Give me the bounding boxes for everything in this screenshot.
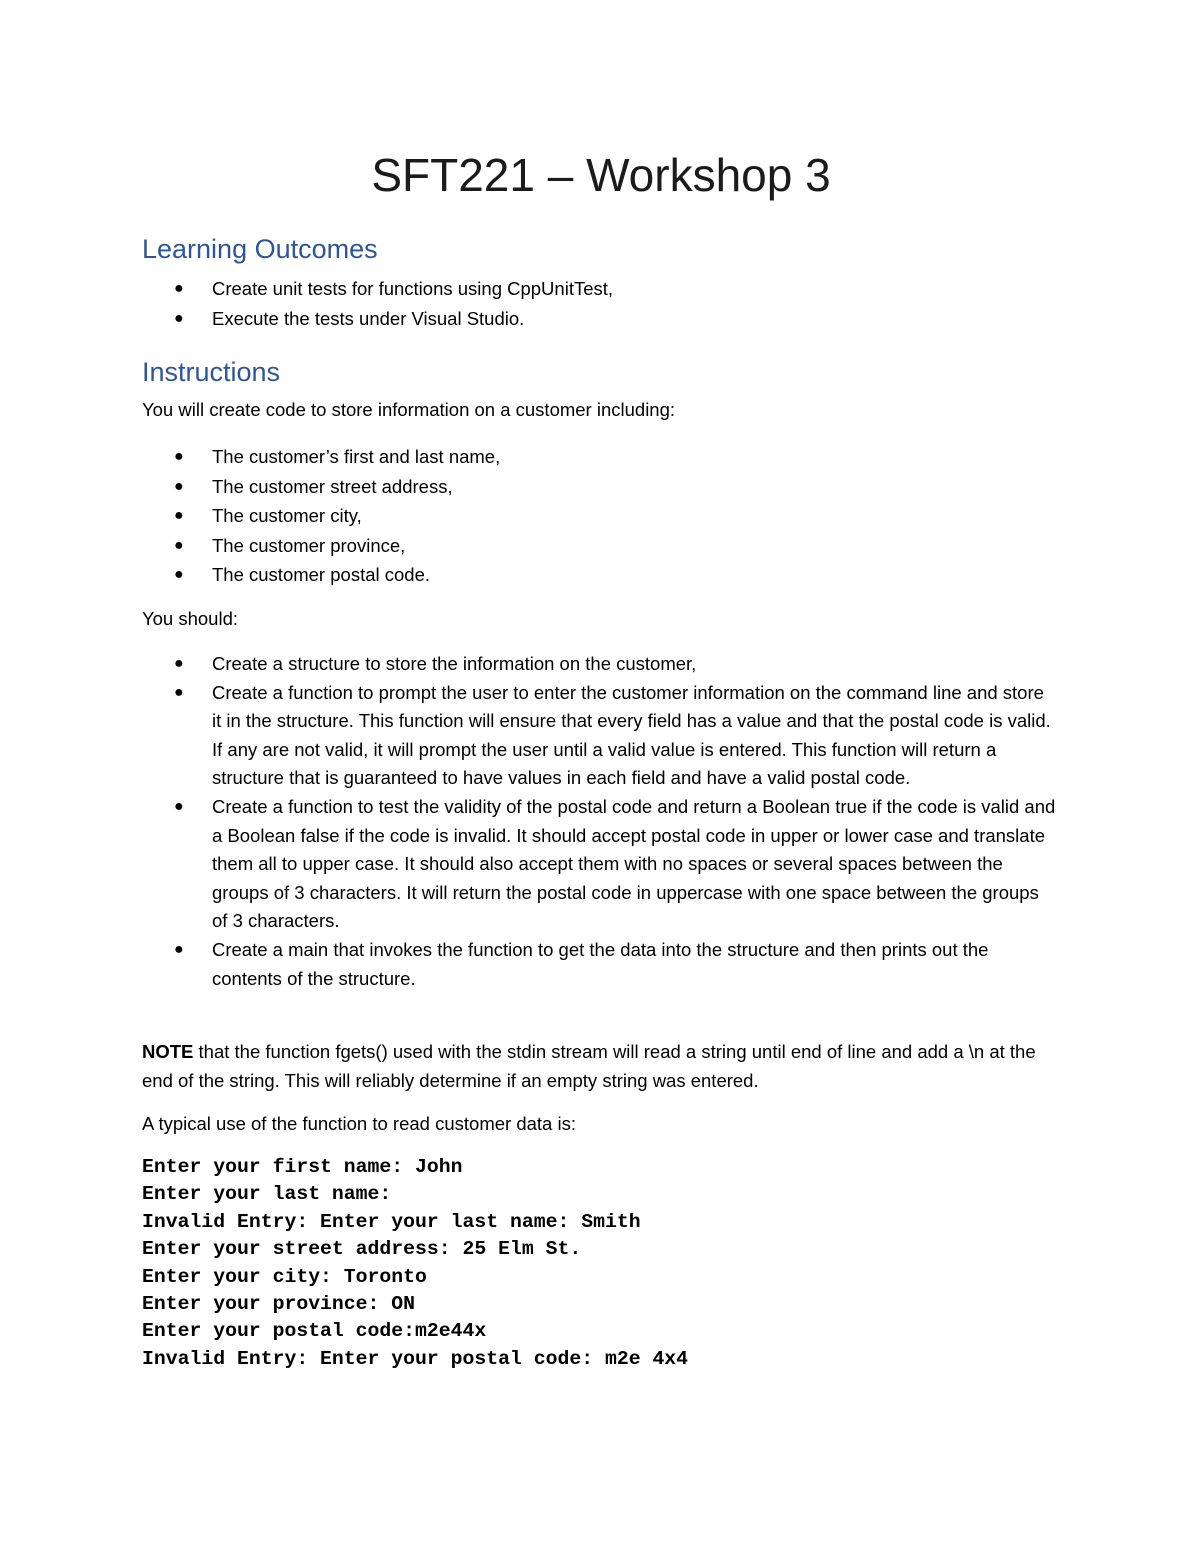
bullet-icon: ● [174,940,184,958]
list-item: ● Execute the tests under Visual Studio. [142,304,1060,334]
list-item: ● The customer’s first and last name, [142,442,1060,472]
list-item: ● The customer postal code. [142,560,1060,590]
sample-line: Enter your first name: John [142,1156,463,1178]
list-item: ● Create a function to prompt the user to enter the customer information on the command line and store it in the structure. This function will ensure that every field has a value and that the postal code is valid. If any are not valid, it will prompt the user until a valid value is entered. This function will return a structure that is guaranteed to have values in each field and have a valid postal code. [142,679,1060,793]
note-text: that the function fgets() used with the stdin stream will read a string until end of line and add a \n at the end of the string. This will reliably determine if an empty string was entered. [142,1041,1036,1091]
bullet-icon: ● [174,280,184,297]
tasks-list [142,650,1060,993]
list-item: ● The customer province, [142,531,1060,561]
sample-line: Enter your street address: 25 Elm St. [142,1238,582,1261]
bullet-icon: ● [174,309,184,327]
bullet-icon: ● [174,507,184,524]
learning-outcomes-list [142,274,1060,333]
note-paragraph [142,1038,1060,1095]
note-label: NOTE [142,1041,194,1062]
typical-use-text: A typical use of the function to read customer data is: [142,1113,576,1134]
bullet-icon: ● [174,477,184,495]
learning-outcomes-heading: Learning Outcomes [142,234,378,264]
page-title: SFT221 – Workshop 3 [371,149,831,201]
sample-line: Enter your postal code:m2e44x [142,1320,487,1343]
bullet-icon: ● [174,683,184,701]
list-item: ● Create a main that invokes the function to get the data into the structure and then prints out the contents of the structure. [142,936,1060,993]
instructions-heading: Instructions [142,357,281,387]
list-item: ● Create a structure to store the information on the customer, [142,650,1060,679]
list-item: ● The customer city, [142,501,1060,531]
list-item: ● Create unit tests for functions using CppUnitTest, [142,274,1060,304]
sample-line: Enter your province: ON [142,1293,416,1316]
bullet-icon: ● [174,448,184,465]
list-item: ● The customer street address, [142,472,1060,502]
bullet-icon: ● [174,797,184,815]
list-item: ● Create a function to test the validity of the postal code and return a Boolean true if the code is valid and a Boolean false if the code is invalid. It should accept postal code in upper or lower case and translate them all to upper case. It should also accept them with no spaces or several spaces between the groups of 3 characters. It will return the postal code in uppercase with one space between the groups of 3 characters. [142,793,1060,936]
sample-line: Enter your last name: [142,1183,392,1206]
sample-session [142,1154,688,1373]
should-label: You should: [142,608,239,629]
sample-line: Enter your city: Toronto [142,1265,427,1288]
bullet-icon: ● [174,655,184,672]
instructions-intro: You will create code to store information on a customer including: [142,399,676,420]
bullet-icon: ● [174,536,184,554]
customer-fields-list [142,442,1060,590]
sample-line: Invalid Entry: Enter your postal code: m2e 4x4 [142,1347,689,1370]
bullet-icon: ● [174,566,184,583]
sample-line: Invalid Entry: Enter your last name: Smith [142,1210,641,1233]
